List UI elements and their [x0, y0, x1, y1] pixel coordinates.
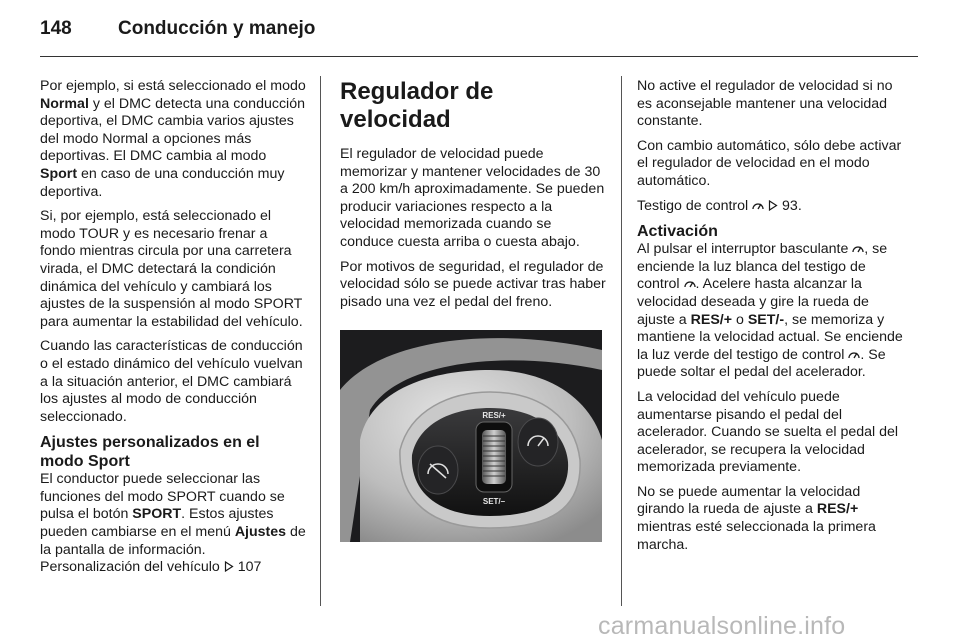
- column-3: [637, 78, 907, 561]
- cruise-control-icon: [848, 347, 860, 363]
- section-heading-cruise-control: Regulador de velocidad: [340, 78, 494, 133]
- paragraph-control-light: Testigo de control 93.: [637, 197, 802, 214]
- column-divider-1: [320, 76, 321, 606]
- page-ref-arrow-icon: [224, 559, 234, 575]
- page-title: Conducción y manejo: [118, 18, 316, 39]
- paragraph-automatic: Con cambio automático, sólo debe activar el regulador de velocidad en el modo automático.: [637, 137, 902, 189]
- watermark: carmanualsonline.info: [598, 612, 846, 640]
- res-plus-label: RES/+: [482, 411, 506, 420]
- paragraph-dmc-return: Cuando las características de conducción o el estado dinámico del vehículo vuelvan a la situación anterior, el DMC cambiará los ajustes al modo de conducción seleccionado.: [40, 338, 303, 425]
- paragraph-accelerate: La velocidad del vehículo puede aumentarse pisando el pedal del acelerador. Cuando se suelta el pedal del acelerador, se recupera la velocidad memorizada previamente.: [637, 388, 899, 476]
- paragraph-cruise-safety: Por motivos de seguridad, el regulador de velocidad sólo se puede activar tras haber pisado una vez el pedal del freno.: [340, 258, 606, 310]
- cruise-control-icon: [752, 198, 764, 214]
- settings-menu-label: Ajustes: [234, 524, 287, 541]
- page-header: [40, 18, 920, 48]
- cruise-control-icon: [684, 276, 696, 292]
- column-2: [340, 78, 608, 318]
- paragraph-dmc-tour: Si, por ejemplo, está seleccionado el modo TOUR y es necesario frenar a fondo mientras circula por una carretera virada, el DMC detectará la condición dinámica del vehículo y cambiará los ajustes de la suspensión al modo SPORT para aumentar la estabilidad del vehículo.: [40, 208, 303, 330]
- steering-wheel-illustration: [340, 330, 602, 542]
- section-heading-sport-settings: Ajustes personalizados en el modo Sport: [40, 434, 260, 471]
- set-minus-label: SET/–: [482, 497, 506, 506]
- set-minus-text: SET/-: [747, 311, 785, 328]
- paragraph-no-activate: No active el regulador de velocidad si no es aconsejable mantener una velocidad constante.: [637, 78, 893, 130]
- page-ref-arrow-icon: [768, 198, 778, 214]
- paragraph-activation: Al pulsar el interruptor basculante , se enciende la luz blanca del testigo de control . Acelere hasta alcanzar la velocidad deseada y gire la rueda de ajuste a RES/+ o SET/-, se memoriza y mantiene la velocidad actual. Se enciende la luz verde del testigo de control . Se puede soltar el pedal del acelerador.: [637, 241, 903, 381]
- paragraph-first-gear: No se puede aumentar la velocidad girando la rueda de ajuste a RES/+ mientras esté seleccionada la primera marcha.: [637, 483, 876, 553]
- paragraph-dmc-normal: Por ejemplo, si está seleccionado el modo Normal y el DMC detecta una conducción deportiva, el DMC cambia varios ajustes del modo Normal a opciones más deportivas. El DMC cambia al modo Sport en caso de una conducción muy deportiva.: [40, 78, 306, 200]
- cruise-control-icon: [852, 241, 864, 257]
- column-divider-2: [621, 76, 622, 606]
- page-ref-link[interactable]: 107: [237, 559, 262, 576]
- paragraph-cruise-range: El regulador de velocidad puede memorizar y mantener velocidades de 30 a 200 km/h aproximadamente. Se pueden producir variaciones respecto a la velocidad memorizada cuando se conduce cuesta arriba o cuesta abajo.: [340, 146, 605, 250]
- page-number: 148: [40, 18, 72, 39]
- res-plus-text: RES/+: [816, 501, 859, 518]
- header-rule: [40, 56, 918, 57]
- column-1: [40, 78, 306, 584]
- section-heading-activation: Activación: [637, 223, 718, 241]
- paragraph-sport-settings: El conductor puede seleccionar las funciones del modo SPORT cuando se pulsa el botón SPORT. Estos ajustes pueden cambiarse en el menú Ajustes de la pantalla de información. Personalización del vehículo 107: [40, 471, 306, 576]
- sport-button-label: SPORT: [132, 506, 182, 523]
- res-plus-text: RES/+: [690, 311, 733, 328]
- mode-normal-label: Normal: [40, 95, 89, 112]
- page-ref-link[interactable]: 93.: [782, 197, 802, 214]
- mode-sport-label: Sport: [40, 165, 78, 182]
